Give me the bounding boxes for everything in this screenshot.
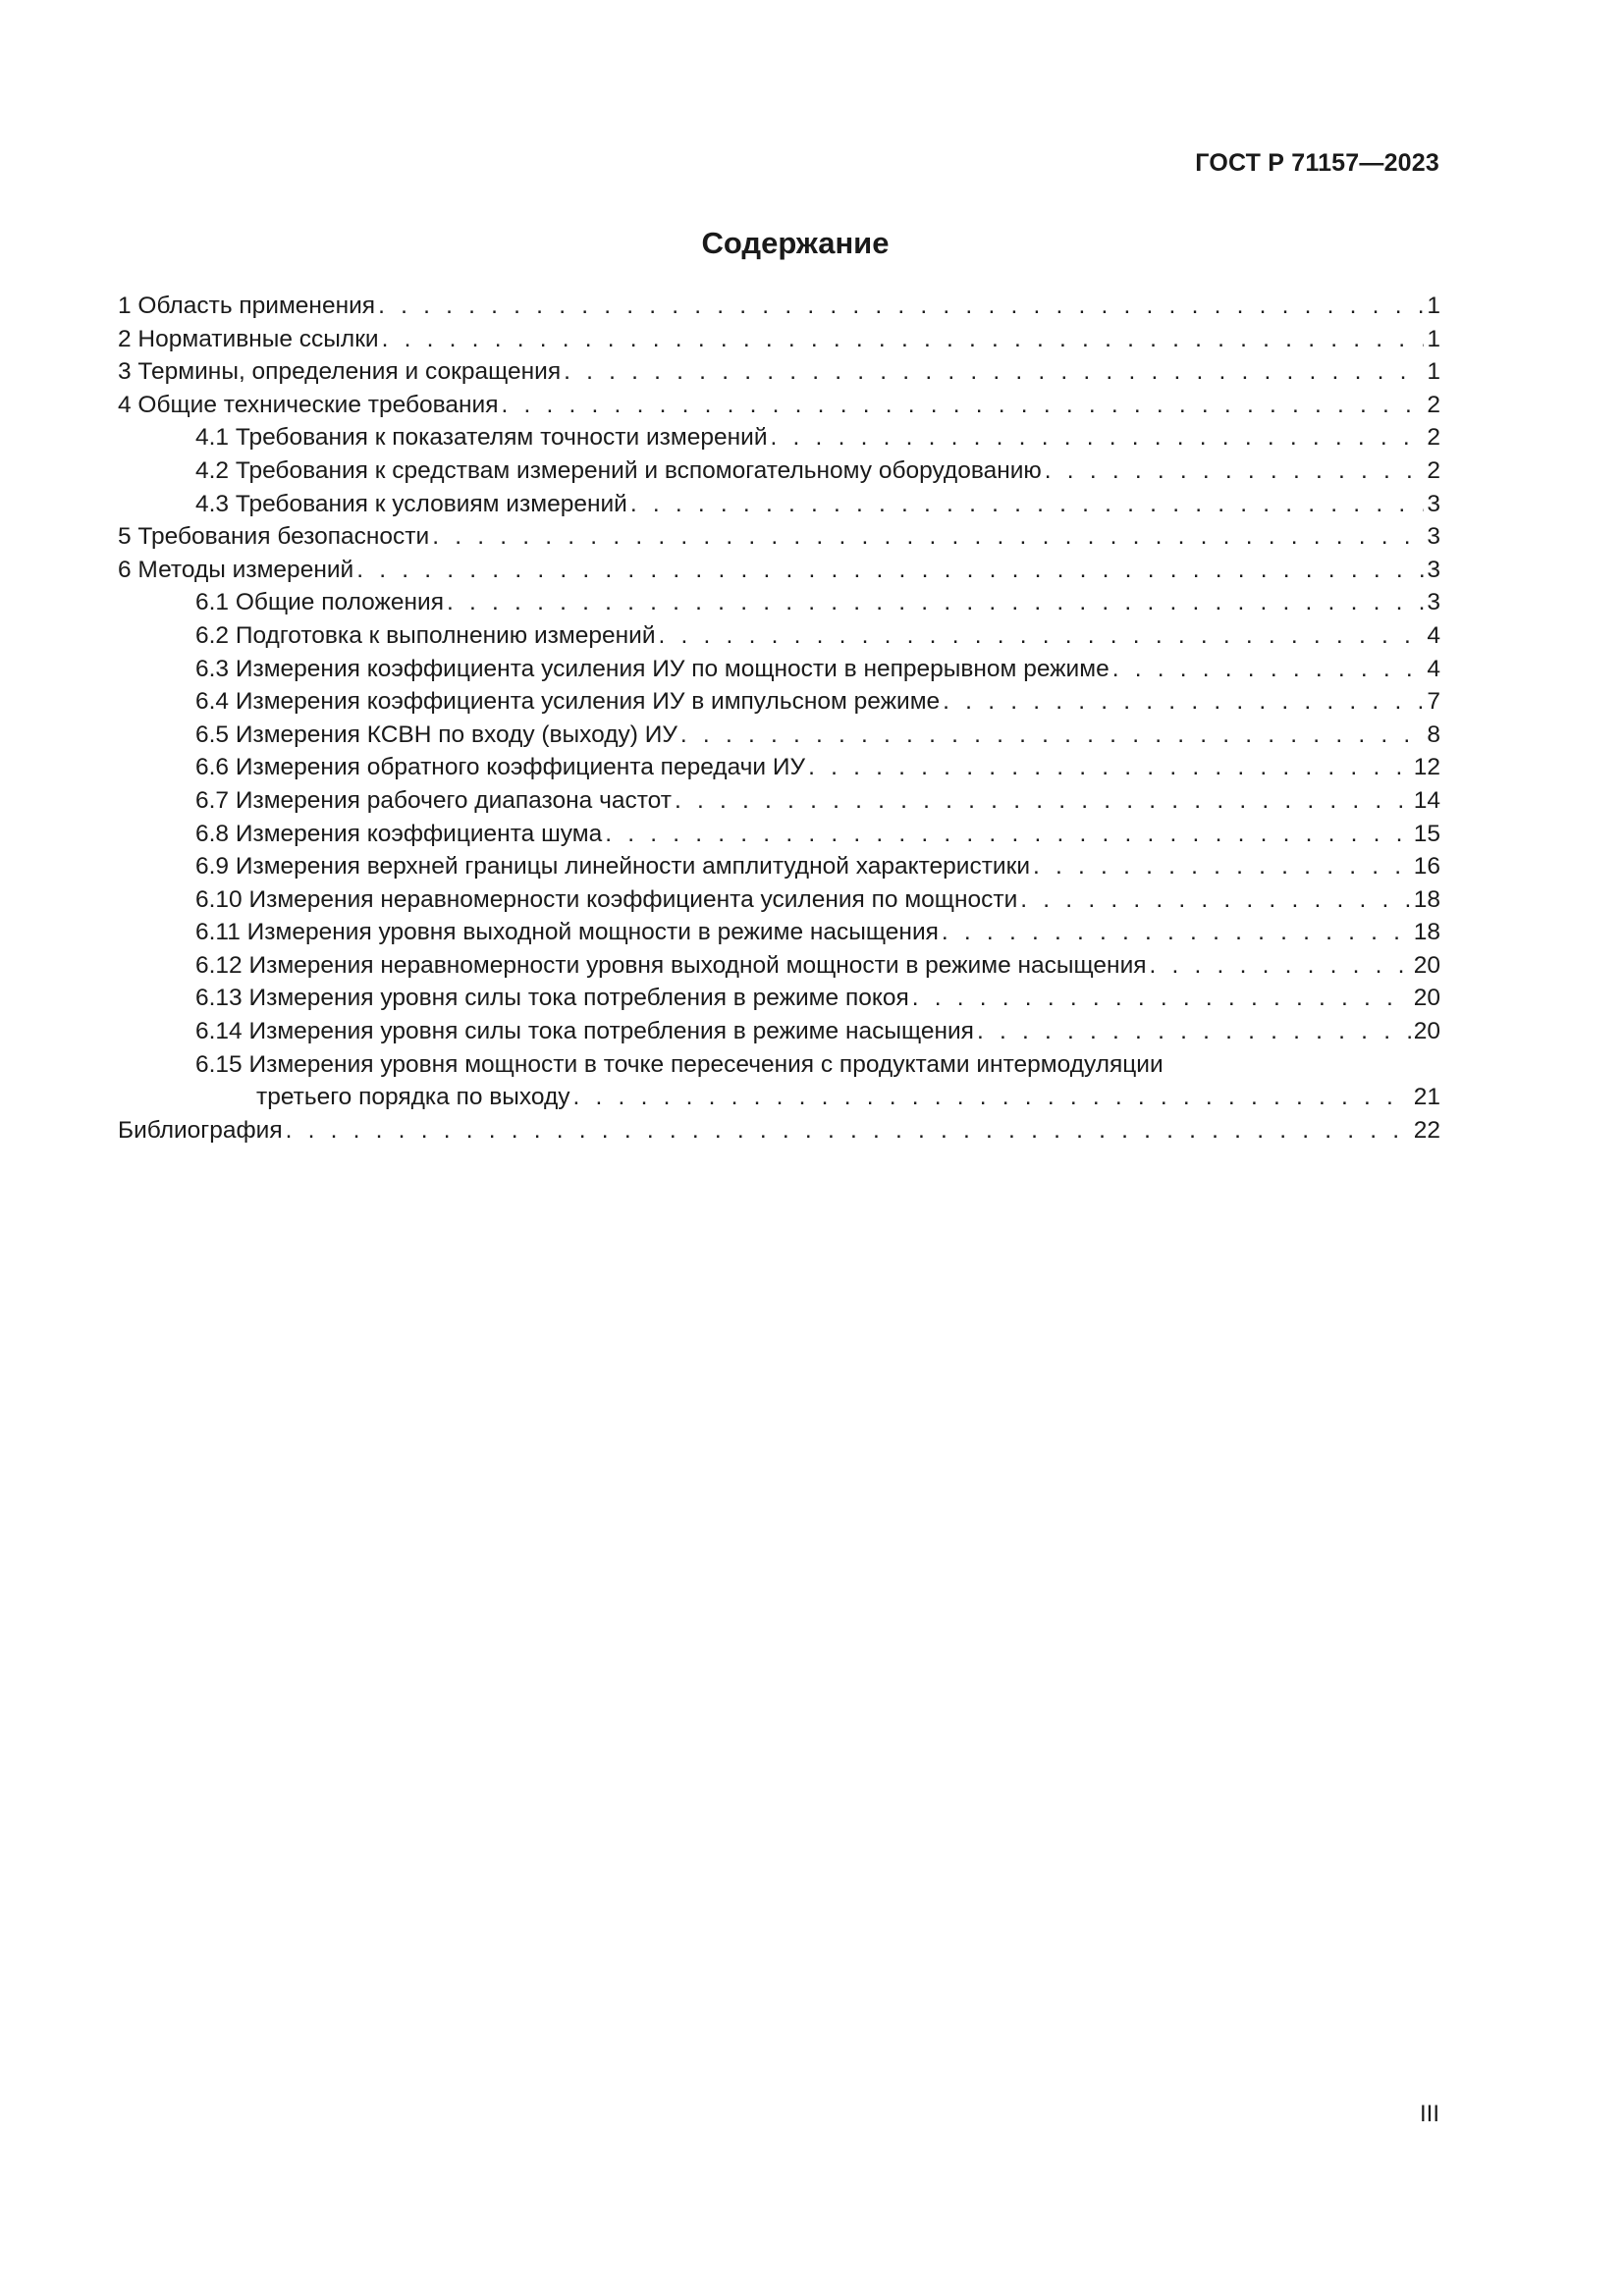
dot-leader — [943, 685, 1424, 719]
dot-leader — [680, 719, 1424, 752]
dot-leader — [675, 784, 1411, 818]
toc-entry-page: 3 — [1427, 589, 1440, 616]
toc-entry-label: 6.8 Измерения коэффициента шума — [195, 820, 603, 847]
dot-leader — [573, 1081, 1411, 1114]
toc-entry-label: 2 Нормативные ссылки — [118, 325, 379, 352]
toc-entry-page: 20 — [1413, 951, 1440, 979]
toc-entry-6-1[interactable] — [118, 586, 1440, 619]
toc-entry-label: 5 Требования безопасности — [118, 523, 430, 551]
toc-entry-4-3[interactable] — [118, 488, 1440, 521]
toc-entry-label: 6.7 Измерения рабочего диапазона частот — [195, 786, 672, 814]
toc-entry-page: 18 — [1413, 919, 1440, 946]
toc-entry-6[interactable] — [118, 554, 1440, 587]
toc-entry-label: 4.2 Требования к средствам измерений и вспомогательному оборудованию — [195, 456, 1042, 484]
dot-leader — [382, 323, 1425, 356]
dot-leader — [942, 916, 1411, 949]
dot-leader — [771, 421, 1425, 454]
dot-leader — [630, 488, 1425, 521]
toc-entry-4[interactable] — [118, 389, 1440, 422]
toc-entry-label: 6.11 Измерения уровня выходной мощности в режиме насыщения — [195, 919, 939, 946]
toc-entry-page: 22 — [1413, 1116, 1440, 1144]
toc-entry-page: 3 — [1427, 556, 1440, 583]
toc-entry-6-6[interactable] — [118, 751, 1440, 784]
dot-leader — [1033, 850, 1411, 883]
toc-entry-4-2[interactable] — [118, 454, 1440, 488]
toc-entry-6-13[interactable] — [118, 982, 1440, 1015]
toc-entry-page: 3 — [1427, 523, 1440, 551]
page-number: III — [1419, 2101, 1439, 2127]
toc-entry-page: 1 — [1427, 293, 1440, 319]
toc-entry-label: 4.3 Требования к условиям измерений — [195, 490, 627, 517]
dot-leader — [378, 290, 1424, 323]
toc-entry-label: Библиография — [118, 1116, 283, 1144]
toc-entry-page: 1 — [1427, 325, 1440, 352]
toc-entry-label: 3 Термины, определения и сокращения — [118, 358, 562, 386]
toc-entry-3[interactable] — [118, 355, 1440, 389]
toc-entry-6-2[interactable] — [118, 619, 1440, 653]
toc-entry-2[interactable] — [118, 323, 1440, 356]
toc-entry-label: 6.14 Измерения уровня силы тока потребления в режиме насыщения — [195, 1018, 974, 1045]
toc-entry-6-7[interactable] — [118, 784, 1440, 818]
toc-entry-label: 6.9 Измерения верхней границы линейности амплитудной характеристики — [195, 853, 1031, 881]
toc-entry-6-11[interactable] — [118, 916, 1440, 949]
toc-entry-page: 2 — [1427, 391, 1440, 418]
toc-entry-page: 14 — [1413, 786, 1440, 814]
toc-entry-6-4[interactable] — [118, 685, 1440, 719]
toc-entry-label: 6.1 Общие положения — [195, 589, 445, 616]
toc-entry-page: 20 — [1413, 1018, 1440, 1045]
dot-leader — [977, 1015, 1411, 1048]
toc-entry-6-12[interactable] — [118, 949, 1440, 983]
dot-leader — [447, 586, 1424, 619]
toc-entry-6-9[interactable] — [118, 850, 1440, 883]
toc-entry-page: 4 — [1427, 621, 1440, 649]
toc-entry-page: 20 — [1413, 985, 1440, 1012]
toc-entry-page: 18 — [1413, 885, 1440, 913]
toc-entry-page: 8 — [1427, 721, 1440, 748]
toc-entry-label: 6.6 Измерения обратного коэффициента передачи ИУ — [195, 754, 806, 781]
toc-entry-label: 1 Область применения — [118, 293, 376, 319]
toc-entry-page: 1 — [1427, 358, 1440, 386]
dot-leader — [356, 554, 1424, 587]
table-of-contents — [118, 290, 1440, 1147]
dot-leader — [501, 389, 1424, 422]
toc-entry-label: 6.3 Измерения коэффициента усиления ИУ по мощности в непрерывном режиме — [195, 655, 1110, 682]
toc-entry-page: 3 — [1427, 490, 1440, 517]
dot-leader — [605, 818, 1411, 851]
toc-entry-6-3[interactable] — [118, 653, 1440, 686]
toc-title: Содержание — [701, 226, 890, 260]
toc-entry-6-14[interactable] — [118, 1015, 1440, 1048]
toc-entry-label-continued: третьего порядка по выходу — [256, 1084, 570, 1111]
toc-entry-page: 12 — [1413, 754, 1440, 781]
toc-entry-label: 6.15 Измерения уровня мощности в точке пересечения с продуктами интермодуляции — [195, 1050, 1164, 1078]
dot-leader — [659, 619, 1425, 653]
toc-entry-label: 4.1 Требования к показателям точности измерений — [195, 424, 768, 452]
toc-entry-page: 4 — [1427, 655, 1440, 682]
dot-leader — [1020, 883, 1410, 917]
toc-entry-4-1[interactable] — [118, 421, 1440, 454]
toc-entry-page: 16 — [1413, 853, 1440, 881]
dot-leader — [1112, 653, 1425, 686]
toc-entry-6-15[interactable] — [118, 1048, 1440, 1082]
dot-leader — [1150, 949, 1411, 983]
toc-entry-page: 15 — [1413, 820, 1440, 847]
toc-entry-6-10[interactable] — [118, 883, 1440, 917]
toc-entry-page: 7 — [1427, 688, 1440, 716]
dot-leader — [912, 982, 1411, 1015]
toc-entry-label: 6.12 Измерения неравномерности уровня выходной мощности в режиме насыщения — [195, 951, 1147, 979]
toc-entry-label: 6.4 Измерения коэффициента усиления ИУ в импульсном режиме — [195, 688, 941, 716]
toc-entry-label: 6.13 Измерения уровня силы тока потребления в режиме покоя — [195, 985, 909, 1012]
toc-entry-page: 2 — [1427, 456, 1440, 484]
dot-leader — [432, 520, 1424, 554]
toc-entry-6-5[interactable] — [118, 719, 1440, 752]
toc-entry-label: 6.2 Подготовка к выполнению измерений — [195, 621, 656, 649]
toc-entry-bibliography[interactable] — [118, 1114, 1440, 1148]
toc-entry-label: 6.5 Измерения КСВН по входу (выходу) ИУ — [195, 721, 677, 748]
toc-entry-6-8[interactable] — [118, 818, 1440, 851]
toc-entry-page: 21 — [1413, 1084, 1440, 1111]
toc-entry-label: 4 Общие технические требования — [118, 391, 499, 418]
dot-leader — [564, 355, 1424, 389]
toc-entry-page: 2 — [1427, 424, 1440, 452]
toc-entry-1[interactable] — [118, 290, 1440, 323]
dot-leader — [286, 1114, 1411, 1148]
toc-entry-5[interactable] — [118, 520, 1440, 554]
toc-entry-label: 6.10 Измерения неравномерности коэффициента усиления по мощности — [195, 885, 1018, 913]
dot-leader — [808, 751, 1411, 784]
toc-entry-6-15-continued[interactable] — [118, 1081, 1440, 1114]
document-code: ГОСТ Р 71157—2023 — [1195, 149, 1439, 177]
dot-leader — [1045, 454, 1425, 488]
toc-entry-label: 6 Методы измерений — [118, 556, 354, 583]
